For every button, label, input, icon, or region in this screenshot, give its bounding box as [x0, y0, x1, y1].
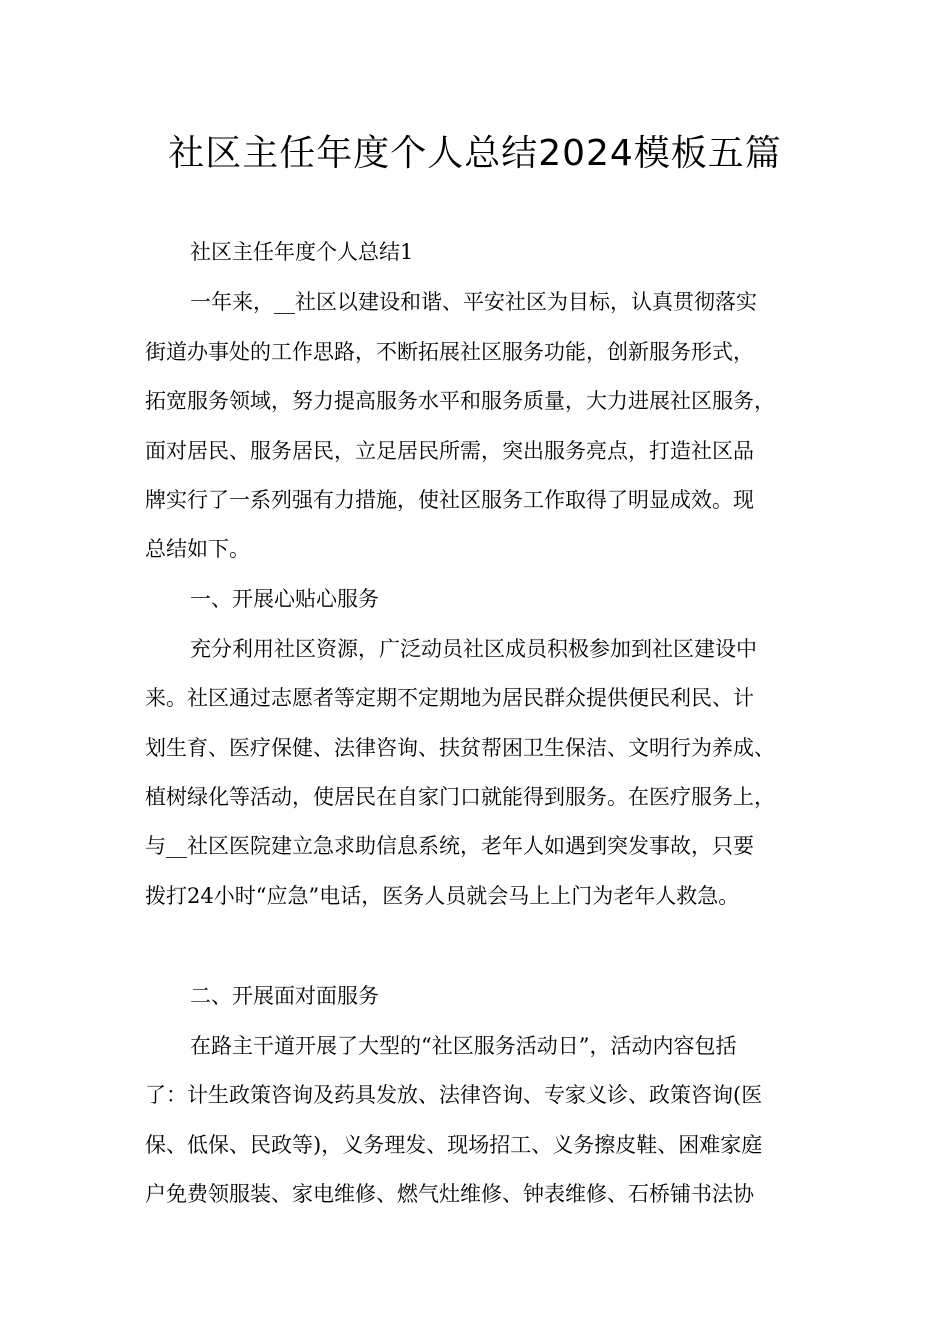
- paragraph-line: 户免费领服装、家电维修、燃气灶维修、钟表维修、石桥铺书法协: [145, 1182, 754, 1206]
- paragraph-line: 充分利用社区资源，广泛动员社区成员积极参加到社区建设中: [190, 637, 757, 661]
- section-heading: 二、开展面对面服务: [190, 984, 379, 1008]
- paragraph-line: 面对居民、服务居民，立足居民所需，突出服务亮点，打造社区品: [145, 439, 754, 463]
- paragraph-line: 了：计生政策咨询及药具发放、法律咨询、专家义诊、政策咨询(医: [145, 1083, 763, 1107]
- paragraph-line: 划生育、医疗保健、法律咨询、扶贫帮困卫生保洁、文明行为养成、: [145, 736, 775, 760]
- paragraph-line: 总结如下。: [145, 537, 250, 561]
- paragraph-line: 与__社区医院建立急求助信息系统，老年人如遇到突发事故，只要: [145, 834, 754, 858]
- document-title: 社区主任年度个人总结2024模板五篇: [168, 133, 782, 174]
- paragraph-line: 保、低保、民政等)，义务理发、现场招工、义务擦皮鞋、困难家庭: [145, 1133, 763, 1157]
- paragraph-line: 来。社区通过志愿者等定期不定期地为居民群众提供便民利民、计: [145, 686, 754, 710]
- paragraph-line: 拨打24小时“应急”电话，医务人员就会马上上门为老年人救急。: [145, 884, 740, 908]
- paragraph-line: 拓宽服务领域，努力提高服务水平和服务质量，大力进展社区服务，: [145, 389, 775, 413]
- section-heading: 一、开展心贴心服务: [190, 587, 379, 611]
- paragraph-line: 一年来，__社区以建设和谐、平安社区为目标，认真贯彻落实: [190, 290, 757, 314]
- paragraph-line: 街道办事处的工作思路，不断拓展社区服务功能，创新服务形式，: [145, 340, 754, 364]
- paragraph-line: 在路主干道开展了大型的“社区服务活动日”，活动内容包括: [190, 1034, 737, 1058]
- section-heading: 社区主任年度个人总结1: [190, 240, 414, 264]
- paragraph-line: 牌实行了一系列强有力措施，使社区服务工作取得了明显成效。现: [145, 488, 754, 512]
- paragraph-line: 植树绿化等活动，使居民在自家门口就能得到服务。在医疗服务上，: [145, 785, 775, 809]
